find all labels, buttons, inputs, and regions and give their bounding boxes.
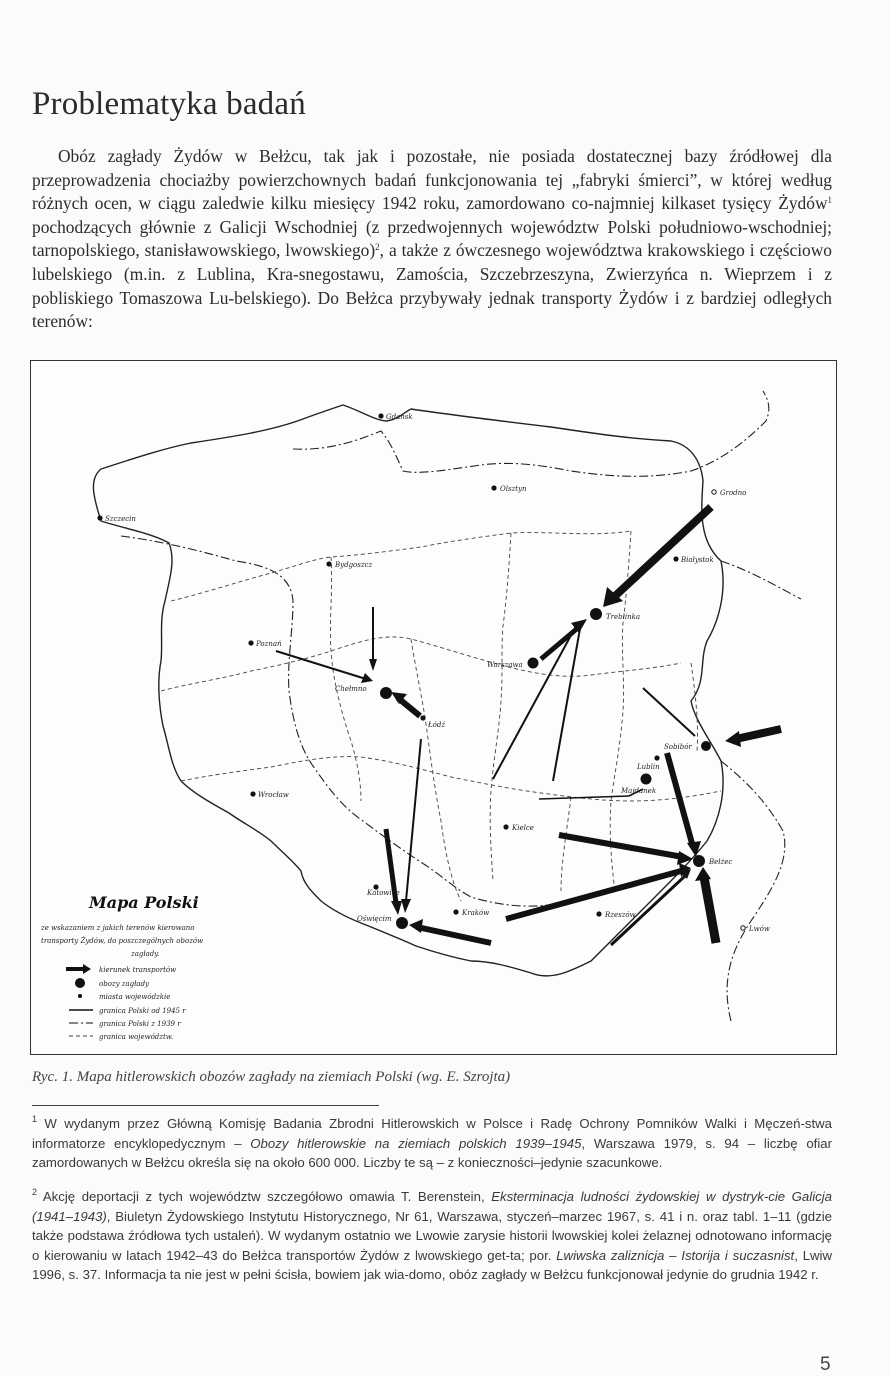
legend-transport: kierunek transportów	[99, 966, 177, 974]
map-legend	[40, 893, 203, 1041]
label-majdanek: Majdanek	[621, 787, 657, 795]
label-sobibor: Sobibór	[664, 743, 692, 751]
label-oswiecim: Oświęcim	[357, 915, 392, 923]
label-chelmno: Chełmno	[335, 685, 367, 693]
body-paragraph	[32, 145, 832, 334]
figure-caption: Ryc. 1. Mapa hitlerowskich obozów zagłady na ziemiach Polski (wg. E. Szrojta)	[32, 1069, 511, 1085]
legend-title: Mapa Polski	[89, 893, 199, 912]
page-number: 5	[820, 1354, 831, 1375]
footnote-2-title: Eksterminacja ludności żydowskiej w dystryk-cie Galicja (1941–1943)	[32, 1189, 832, 1224]
legend-border-1945: granica Polski od 1945 r	[99, 1007, 186, 1015]
label-bialystok: Białystok	[681, 556, 714, 564]
border-1939	[121, 391, 801, 1021]
label-lodz: Łódź	[428, 721, 446, 729]
footnote-2-text-c: , Lwiw 1996, s. 37. Informacja ta nie jest w pełni ścisła, bowiem jak wia-domo, obóz zagłady w Bełżcu funkcjonował jedynie do grudnia 1942 r.	[32, 1247, 833, 1282]
footnote-2-marker: 2	[32, 1187, 38, 1197]
footnote-ref-1[interactable]: 1	[827, 195, 832, 206]
label-kielce: Kielce	[512, 824, 534, 832]
footnote-divider	[32, 1105, 379, 1106]
paragraph-part-3: , a także z ówczesnego województwa krakowskiego i częściowo lubelskiego (m.in. z Lublina, Kra-snegostawu, Zamościa, Szczebrzeszyna, Zwierzyńca n. Wieprzem i z pobliskiego Tomaszowa Lu-belskiego). Do Bełżca przybywały jednak transporty Żydów i z bardziej odległych terenów:	[32, 240, 832, 332]
page-heading: Problematyka badań	[32, 86, 306, 122]
label-treblinka: Treblinka	[606, 613, 641, 621]
legend-subtitle-2: transporty Żydów, do poszczególnych obozów	[41, 937, 204, 945]
footnote-2	[32, 1187, 832, 1285]
label-krakow: Kraków	[462, 909, 490, 917]
label-grodno: Grodno	[720, 489, 747, 497]
footnote-1-text-b: , Warszawa 1979, s. 94 – liczbę ofiar zamordowanych w Bełżcu określa się na około 600 000. Liczby te są – z konieczności–jedynie szacunkowe.	[32, 1135, 833, 1170]
label-belzec: Bełżec	[709, 858, 733, 866]
footnote-2-title-2: Lwiwska zaliznicja – Istorija i suczasnist	[556, 1247, 795, 1263]
label-poznan: Poznań	[256, 640, 282, 648]
border-1945	[93, 405, 723, 976]
footnote-ref-2[interactable]: 2	[375, 242, 380, 253]
label-wroclaw: Wrocław	[258, 791, 289, 799]
map-svg	[31, 361, 836, 1054]
label-warszawa: Warszawa	[487, 661, 523, 669]
label-gdansk: Gdańsk	[386, 413, 413, 421]
label-lwow: Lwów	[749, 925, 770, 933]
paragraph-part-1: Obóz zagłady Żydów w Bełżcu, tak jak i pozostałe, nie posiada dostatecznej bazy źródłowej dla przeprowadzenia chociażby powierzchownych badań funkcjonowania tej „fabryki śmierci”, w której według różnych ocen, w ciągu zaledwie kilku miesięcy 1942 roku, zamordowano co-najmniej kilkaset tysięcy Żydów	[32, 146, 832, 214]
label-szczecin: Szczecin	[105, 515, 136, 523]
legend-subtitle-1: ze wskazaniem z jakich terenów kierowano	[41, 924, 195, 932]
footnote-1-title: Obozy hitlerowskie na ziemiach polskich 1939–1945	[250, 1135, 582, 1151]
legend-camps: obozy zagłady	[99, 980, 149, 988]
label-lublin: Lublin	[637, 763, 660, 771]
footnote-2-text-a: Akcję deportacji z tych województw szczegółowo omawia T. Berenstein,	[37, 1189, 492, 1204]
label-bydgoszcz: Bydgoszcz	[335, 561, 373, 569]
legend-border-1939: granica Polski z 1939 r	[99, 1020, 181, 1028]
label-rzeszow: Rzeszów	[605, 911, 636, 919]
transport-arrows	[276, 507, 781, 945]
footnote-1-marker: 1	[32, 1114, 38, 1124]
map-figure	[30, 360, 837, 1055]
legend-voivodeships: granica województw.	[99, 1033, 174, 1041]
paragraph-part-2: pochodzących głównie z Galicji Wschodniej (z przedwojennych województw Polski południowo-wschodniej; tarnopolskiego, stanisławowskiego, lwowskiego)	[32, 216, 832, 261]
footnote-1	[32, 1114, 832, 1173]
footnote-1-text-a: W wydanym przez Główną Komisję Badania Zbrodni Hitlerowskich w Polsce i Radę Ochrony Pomników Walki i Męczeń-stwa informatorze encyklopedycznym –	[32, 1116, 832, 1151]
legend-cities: miasta wojewódzkie	[99, 993, 171, 1001]
label-katowice: Katowice	[367, 889, 400, 897]
legend-subtitle-3: zagłady.	[131, 950, 160, 958]
footnote-2-text-b: , Biuletyn Żydowskiego Instytutu Historycznego, Nr 61, Warszawa, styczeń–marzec 1967, s. 41 i n. oraz tabl. 1–11 (gdzie także podstawa źródłowa tych ustaleń). W wydanym ostatnio we Lwowie zarysie historii lwowskiej kolei żelaznej odnotowano informację o kierowaniu w latach 1942–43 do Bełżca transportów Żydów z lwowskiego get-ta; por.	[32, 1208, 832, 1263]
label-olsztyn: Olsztyn	[500, 485, 527, 493]
voivodeship-borders	[161, 531, 721, 901]
